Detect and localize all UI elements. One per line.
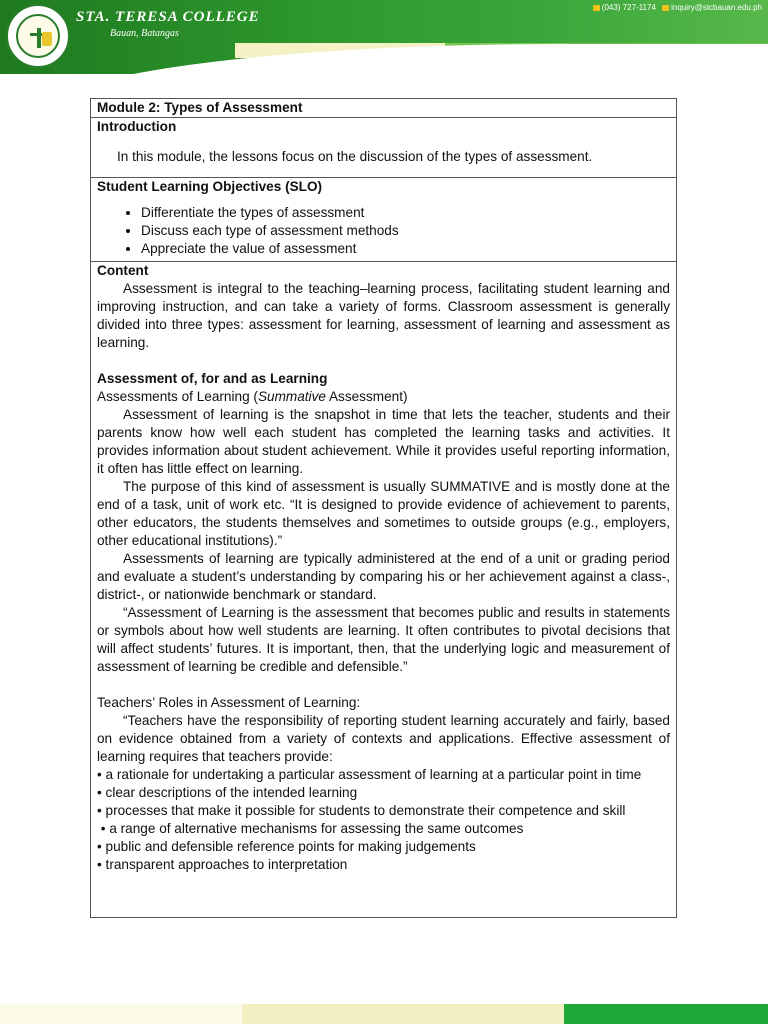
introduction-text: In this module, the lessons focus on the discussion of the types of assessment.	[117, 149, 593, 164]
college-name: STA. TERESA COLLEGE	[76, 9, 260, 25]
slo-section	[91, 178, 676, 262]
section-heading: Assessment of, for and as Learning	[97, 371, 328, 386]
paragraph: Assessments of learning are typically administered at the end of a unit or grading period and evaluate a student’s understanding by comparing his or her achievement against a class-, district-, or nationwide benchmark or standard.	[97, 551, 670, 602]
slo-list	[97, 204, 670, 258]
content-heading: Content	[97, 263, 149, 278]
roles-heading: Teachers’ Roles in Assessment of Learning:	[97, 695, 361, 710]
cross-icon	[37, 28, 41, 48]
footer-stripe	[564, 1004, 768, 1024]
subheading: Assessments of Learning (Summative Assessment)	[97, 389, 408, 404]
paragraph: The purpose of this kind of assessment is usually SUMMATIVE and is mostly done at the end of a task, unit of work etc. “It is designed to provide evidence of achievement to parents, other educators, the students themselves and sometimes to outside groups (e.g., employers, other educational institutions).”	[97, 479, 670, 548]
slo-item: • Appreciate the value of assessment	[141, 240, 670, 258]
seal-emblem	[42, 32, 52, 46]
paragraph: Assessment of learning is the snapshot in time that lets the teacher, students and their parents know how well each student has completed the learning tasks and activities. It provides information about student achievement. While it provides useful reporting information, it often has little effect on learning.	[97, 407, 670, 476]
summative-italic: Summative	[257, 389, 326, 404]
slo-item: • Differentiate the types of assessment	[141, 204, 670, 222]
college-seal-logo	[6, 4, 70, 68]
roles-bullet: • public and defensible reference points for making judgements	[97, 839, 476, 854]
footer-stripe	[0, 1004, 242, 1024]
slo-item: • Discuss each type of assessment methods	[141, 222, 670, 240]
module-table	[90, 98, 677, 918]
college-location: Bauan, Batangas	[110, 28, 179, 39]
content-section	[91, 262, 676, 874]
phone-number: (043) 727-1174	[601, 3, 656, 12]
roles-bullet: • transparent approaches to interpretation	[97, 857, 348, 872]
slo-heading: Student Learning Objectives (SLO)	[97, 179, 323, 194]
roles-bullet: • a rationale for undertaking a particular assessment of learning at a particular point in time	[97, 767, 642, 782]
mail-icon	[662, 5, 669, 11]
seal-inner-ring	[16, 14, 60, 58]
page-footer	[0, 1004, 768, 1024]
content-intro: Assessment is integral to the teaching–learning process, facilitating student learning and improving instruction, and can take a variety of forms. Classroom assessment is generally divided into three types: assessment for learning, assessment of learning and assessment as learning.	[97, 281, 670, 350]
introduction-heading: Introduction	[97, 119, 177, 134]
roles-bullet: • clear descriptions of the intended learning	[97, 785, 358, 800]
module-title: Module 2: Types of Assessment	[91, 99, 676, 118]
email-address[interactable]: inquiry@stcbauan.edu.ph	[671, 3, 762, 12]
roles-bullet: • processes that make it possible for students to demonstrate their competence and skill	[97, 803, 626, 818]
paragraph: “Assessment of Learning is the assessment that becomes public and results in statements or symbols about how well students are learning. It often contributes to pivotal decisions that will affect students’ futures. It is important, then, that the underlying logic and measurement of assessment of learning be credible and defensible.”	[97, 605, 670, 674]
roles-intro: “Teachers have the responsibility of reporting student learning accurately and fairly, based on evidence obtained from a variety of contexts and applications. Effective assessment of learning requires that teachers provide:	[97, 713, 670, 764]
page-header	[0, 0, 768, 100]
contact-info	[589, 3, 762, 12]
phone-icon	[593, 5, 600, 11]
introduction-section	[91, 118, 676, 178]
roles-bullet: • a range of alternative mechanisms for assessing the same outcomes	[97, 821, 524, 836]
footer-stripe	[242, 1004, 564, 1024]
